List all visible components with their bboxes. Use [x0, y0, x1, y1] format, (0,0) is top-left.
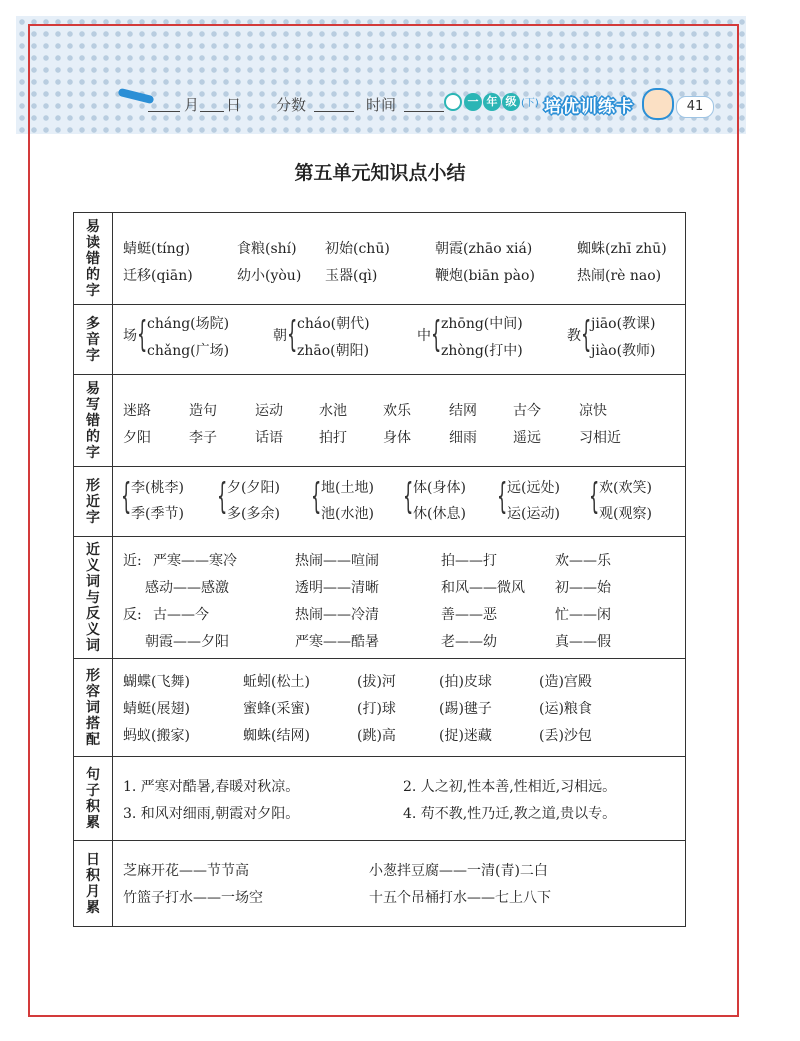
- poly-char: 教: [567, 327, 581, 344]
- list-row: [119, 667, 679, 694]
- word-pair: 热闹——冷清: [295, 606, 379, 623]
- word-item: 朝霞(zhāo xiá): [435, 240, 533, 257]
- grade-ji: 级: [502, 93, 520, 111]
- word-pair: 欢——乐: [555, 552, 611, 569]
- sentence-item: 3. 和风对细雨,朝霞对夕阳。: [123, 805, 300, 822]
- list-row: [119, 423, 679, 450]
- section-content: [113, 305, 686, 375]
- word-item: 遥远: [513, 429, 541, 446]
- section-sentences: [74, 757, 686, 841]
- semester: (下): [521, 98, 539, 109]
- word-item: 拍打: [319, 429, 347, 446]
- poly-char: 中: [417, 327, 431, 344]
- word-pair: 拍——打: [441, 552, 497, 569]
- polyphonic-list: [119, 311, 679, 369]
- poly-reading: jiào(教师): [591, 342, 656, 359]
- section-synonyms-antonyms: [74, 537, 686, 659]
- similar-word: 体(身体): [413, 479, 466, 496]
- section-label: 近 义 词 与 反 义 词: [74, 537, 113, 659]
- poly-reading: cháo(朝代): [297, 315, 370, 332]
- synonym-prefix: 近:: [123, 552, 142, 569]
- word-item: 身体: [383, 429, 411, 446]
- poly-reading: jiāo(教课): [591, 315, 656, 332]
- list-row: [119, 772, 679, 799]
- word-item: 迁移(qiān): [123, 267, 193, 284]
- word-item: 习相近: [579, 429, 621, 446]
- saying-item: 芝麻开花——节节高: [123, 862, 249, 879]
- collocation-item: 蜻蜓(展翅): [123, 701, 190, 717]
- similar-word: 欢(欢笑): [599, 479, 652, 496]
- section-label: 形 容 词 搭 配: [74, 659, 113, 757]
- brace-icon: {: [589, 475, 600, 517]
- section-label: 易 读 错 的 字: [74, 213, 113, 305]
- similar-word: 观(观察): [599, 505, 652, 522]
- section-label: 易 写 错 的 字: [74, 375, 113, 467]
- list-row: [119, 261, 679, 288]
- collocation-item: (踢)毽子: [439, 701, 492, 717]
- section-content: [113, 213, 686, 305]
- antonym-prefix: 反:: [123, 606, 142, 623]
- word-item: 运动: [255, 402, 283, 419]
- word-item: 迷路: [123, 402, 151, 419]
- poly-reading: zhòng(打中): [441, 342, 523, 359]
- word-item: 食粮(shí): [237, 240, 297, 257]
- word-item: 凉快: [579, 402, 607, 419]
- section-label: 句 子 积 累: [74, 757, 113, 841]
- word-item: 李子: [189, 429, 217, 446]
- list-row: [119, 627, 679, 654]
- brace-icon: {: [121, 475, 132, 517]
- brace-icon: {: [497, 475, 508, 517]
- clock-icon: [444, 93, 462, 111]
- brace-icon: {: [137, 313, 148, 355]
- word-item: 蜻蜓(tíng): [123, 240, 191, 257]
- list-row: [119, 546, 679, 573]
- section-content: [113, 841, 686, 927]
- word-pair: 和风——微风: [441, 579, 525, 596]
- poly-reading: zhāo(朝阳): [297, 342, 370, 359]
- section-easy-misread: [74, 213, 686, 305]
- similar-word: 李(桃李): [131, 479, 184, 496]
- collocation-item: (跳)高: [357, 728, 396, 744]
- word-item: 欢乐: [383, 402, 411, 419]
- word-item: 初始(chū): [325, 240, 390, 257]
- word-pair: 严寒——寒冷: [153, 552, 237, 569]
- poly-reading: cháng(场院): [147, 315, 230, 332]
- word-item: 幼小(yòu): [237, 267, 302, 284]
- section-content: [113, 467, 686, 537]
- saying-item: 小葱拌豆腐——一清(青)二白: [369, 862, 548, 879]
- list-row: [119, 799, 679, 826]
- word-item: 夕阳: [123, 429, 151, 446]
- list-row: [119, 234, 679, 261]
- collocation-item: (捉)迷藏: [439, 728, 492, 744]
- collocation-item: 蜜蜂(采蜜): [243, 701, 310, 717]
- poly-reading: zhōng(中间): [441, 315, 523, 332]
- similar-word: 地(土地): [321, 479, 374, 496]
- similar-word: 运(运动): [507, 505, 560, 522]
- collocation-item: 蜘蛛(结网): [243, 728, 310, 744]
- similar-word: 多(多余): [227, 505, 280, 522]
- word-item: 古今: [513, 402, 541, 419]
- similar-list: [119, 473, 679, 531]
- day-label: 日: [226, 96, 242, 114]
- collocation-item: (拔)河: [357, 674, 396, 690]
- mascot-icon: [642, 88, 674, 120]
- day-field[interactable]: [200, 94, 224, 112]
- word-pair: 老——幼: [441, 633, 497, 650]
- brace-icon: {: [217, 475, 228, 517]
- similar-word: 池(水池): [321, 505, 374, 522]
- collocation-item: (拍)皮球: [439, 674, 492, 690]
- section-content: [113, 659, 686, 757]
- section-label: 日 积 月 累: [74, 841, 113, 927]
- section-content: [113, 537, 686, 659]
- similar-word: 夕(夕阳): [227, 479, 280, 496]
- sentence-item: 1. 严寒对酷暑,春暖对秋凉。: [123, 778, 300, 795]
- list-row: [119, 856, 679, 883]
- word-item: 鞭炮(biān pào): [435, 267, 535, 284]
- section-label: 形 近 字: [74, 467, 113, 537]
- word-item: 细雨: [449, 429, 477, 446]
- brace-icon: {: [431, 313, 442, 355]
- score-label: 分数: [276, 96, 307, 114]
- section-easy-miswrite: [74, 375, 686, 467]
- list-row: [119, 396, 679, 423]
- word-item: 热闹(rè nao): [577, 267, 662, 284]
- word-item: 结网: [449, 402, 477, 419]
- saying-item: 竹篮子打水——一场空: [123, 889, 263, 906]
- word-pair: 热闹——喧闹: [295, 552, 379, 569]
- poly-char: 场: [123, 327, 137, 344]
- collocation-item: 蚂蚁(搬家): [123, 728, 190, 744]
- word-pair: 感动——感激: [145, 579, 229, 596]
- collocation-item: (造)宫殿: [539, 674, 592, 690]
- month-field[interactable]: [148, 94, 180, 112]
- word-item: 水池: [319, 402, 347, 419]
- word-pair: 透明——清晰: [295, 579, 379, 596]
- section-daily-accumulation: [74, 841, 686, 927]
- brace-icon: {: [287, 313, 298, 355]
- grade-badge: [444, 90, 539, 112]
- list-row: [119, 883, 679, 910]
- grade-year: 年: [483, 93, 501, 111]
- month-label: 月: [184, 96, 200, 114]
- word-pair: 严寒——酷暑: [295, 633, 379, 650]
- collocation-item: 蚯蚓(松土): [243, 674, 310, 690]
- brace-icon: {: [403, 475, 414, 517]
- word-pair: 初——始: [555, 579, 611, 596]
- collocation-item: 蝴蝶(飞舞): [123, 674, 190, 690]
- word-pair: 古——今: [153, 606, 209, 623]
- page-title: 第五单元知识点小结: [294, 162, 466, 184]
- section-polyphonic: [74, 305, 686, 375]
- score-field[interactable]: [314, 94, 354, 112]
- word-pair: 忙——闲: [555, 606, 611, 623]
- word-pair: 朝霞——夕阳: [145, 633, 229, 650]
- list-row: [119, 694, 679, 721]
- word-pair: 真——假: [555, 633, 611, 650]
- saying-item: 十五个吊桶打水——七上八下: [369, 889, 551, 906]
- word-item: 话语: [255, 429, 283, 446]
- list-row: [119, 721, 679, 748]
- word-item: 玉器(qì): [325, 267, 378, 284]
- page-number: 41: [676, 96, 714, 118]
- grade-one: 一: [464, 93, 482, 111]
- collocation-item: (运)粮食: [539, 701, 592, 717]
- brace-icon: {: [311, 475, 322, 517]
- poly-reading: chǎng(广场): [147, 342, 230, 359]
- brace-icon: {: [581, 313, 592, 355]
- list-row: [119, 600, 679, 627]
- word-item: 造句: [189, 402, 217, 419]
- similar-word: 休(休息): [413, 505, 466, 522]
- similar-word: 远(远处): [507, 479, 560, 496]
- brand-title: 培优训练卡: [544, 97, 634, 117]
- sentence-item: 2. 人之初,性本善,性相近,习相远。: [403, 778, 617, 795]
- word-pair: 善——恶: [441, 606, 497, 623]
- time-label: 时间: [366, 96, 397, 114]
- section-similar-shape: [74, 467, 686, 537]
- similar-word: 季(季节): [131, 505, 184, 522]
- word-item: 蜘蛛(zhī zhū): [577, 240, 667, 257]
- section-content: [113, 375, 686, 467]
- section-label: 多 音 字: [74, 305, 113, 375]
- section-adjective-collocation: [74, 659, 686, 757]
- poly-char: 朝: [273, 327, 287, 344]
- summary-table: [73, 212, 686, 927]
- section-content: [113, 757, 686, 841]
- collocation-item: (打)球: [357, 701, 396, 717]
- collocation-item: (丢)沙包: [539, 728, 592, 744]
- list-row: [119, 573, 679, 600]
- sentence-item: 4. 苟不教,性乃迁,教之道,贵以专。: [403, 805, 617, 822]
- time-field[interactable]: [404, 94, 444, 112]
